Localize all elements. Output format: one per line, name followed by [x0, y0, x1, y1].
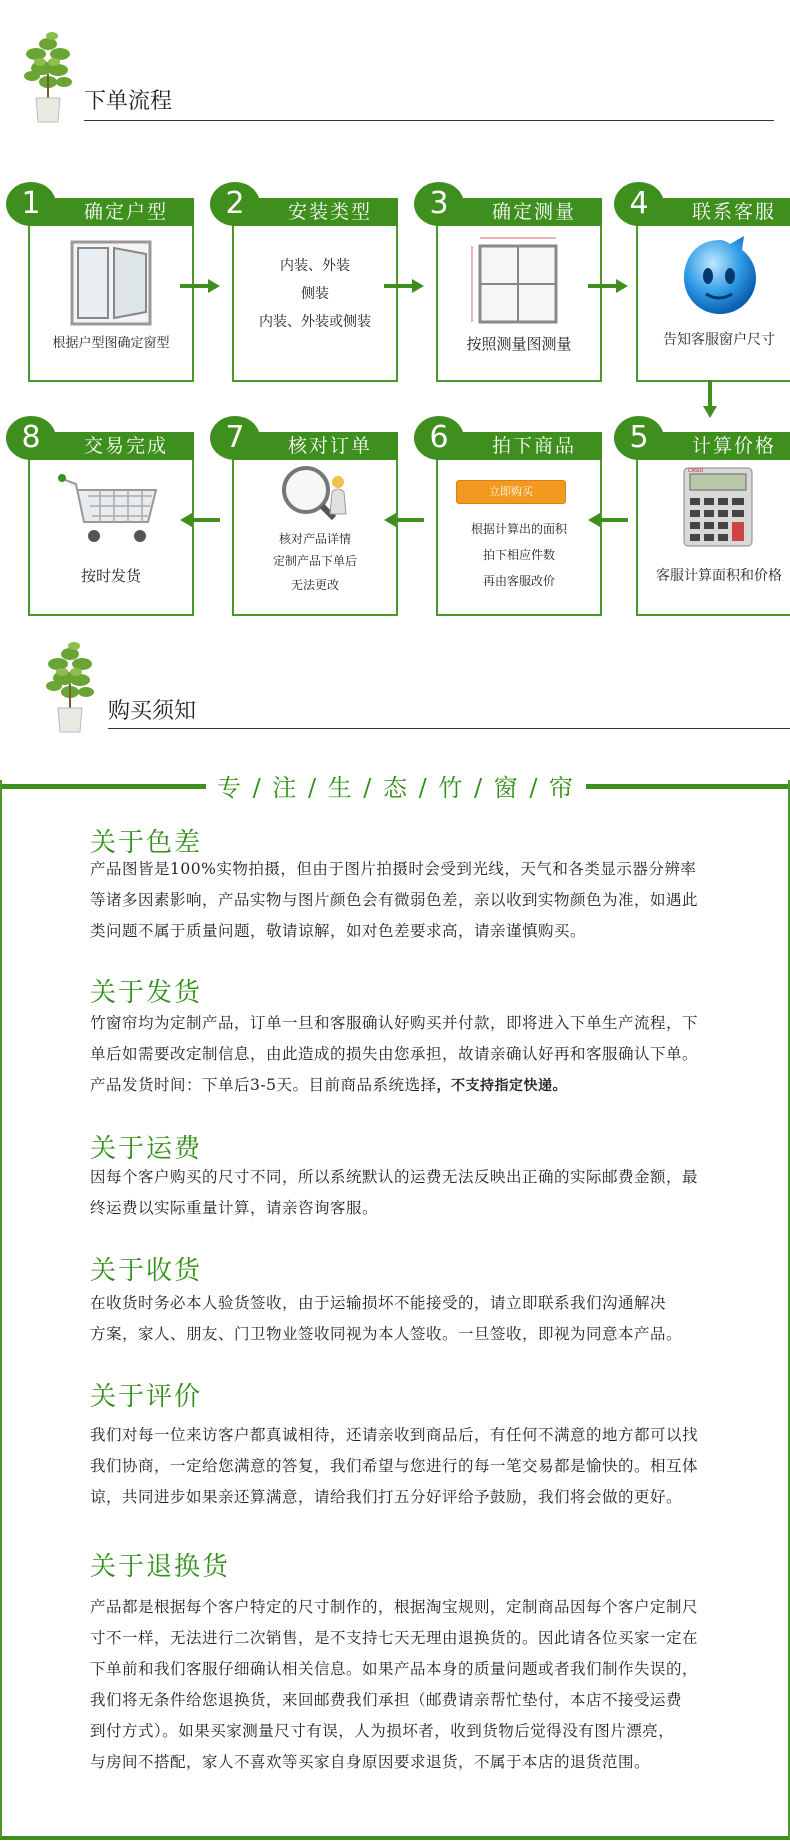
- buy-now-button[interactable]: 立即购买: [456, 480, 566, 504]
- step-caption-line: 定制产品下单后: [272, 554, 357, 568]
- step-caption: 客服计算面积和价格: [656, 568, 782, 584]
- note-body: 产品都是根据每个客户特定的尺寸制作的，根据淘宝规则，定制商品因每个客户定制尺 寸不一样，无法进行二次销售，是不支持七天无理由退换货的。因此请各位买家一定在 下单前和我们客服仔细确认相关信息。如果产品本身的质量问题或者我们制作失误的， 我们将无条件给您退换货，来回邮费我们承担（邮费请亲帮忙垫付，本店不接受运费 到付方式）。如果买家测量尺寸有误，人为损坏者，收到货物后觉得没有图片漂亮， 与房间不搭配，家人不喜欢等买家自身原因要求退货，不属于本店的退货范围。: [90, 1598, 699, 1771]
- step-2: [225, 186, 398, 382]
- step-caption-line: 根据计算出的面积: [470, 522, 567, 536]
- shopping-cart-icon: [56, 472, 166, 554]
- step-3: [429, 186, 602, 382]
- purchase-notice-title: 购买须知: [108, 699, 197, 724]
- note-heading: 关于发货: [90, 978, 203, 1008]
- section-divider: [108, 728, 790, 729]
- arrow-left-icon: [586, 512, 630, 528]
- note-body: 在收货时务必本人验货签收，由于运输损坏不能接受的，请立即联系我们沟通解决 方案，家人、朋友、门卫物业签收同视为本人签收。一旦签收，即视为同意本产品。: [90, 1294, 683, 1343]
- step-number: 4: [614, 182, 664, 226]
- note-body: 竹窗帘均为定制产品，订单一旦和客服确认好购买并付款，即将进入下单生产流程，下 单后如需要改定制信息，由此造成的损失由您承担，故请亲确认好再和客服确认下单。 产品发货时间：下单后3-5天。目前商品系统选择，不支持指定快递。: [90, 1014, 699, 1094]
- magnifier-icon: [274, 464, 358, 530]
- step-caption-line: 侧装: [301, 286, 329, 302]
- note-heading: 关于评价: [90, 1382, 203, 1412]
- step-caption: 按时发货: [80, 567, 141, 585]
- step-title: 确定测量: [492, 201, 577, 223]
- chat-bubble-icon: [678, 234, 762, 324]
- step-caption-line: 拍下相应件数: [482, 548, 555, 562]
- step-caption-line: 核对产品详情: [278, 532, 351, 546]
- step-caption: 根据户型图确定窗型: [52, 336, 170, 351]
- note-body: 我们对每一位来访客户都真诚相待，还请亲收到商品后，有任何不满意的地方都可以找 我们协商，一定给您满意的答复，我们希望与您进行的每一笔交易都是愉快的。相互体 谅，共同进步如果亲还算满意，请给我们打五分好评给予鼓励，我们将会做的更好。: [90, 1426, 699, 1506]
- step-8: [21, 420, 194, 616]
- order-flow-title: 下单流程: [84, 89, 173, 114]
- step-5: [629, 420, 790, 616]
- step-number: 6: [414, 416, 464, 460]
- step-caption-line: 内装、外装或侧装: [259, 314, 371, 330]
- step-number: 1: [6, 182, 56, 226]
- step-number: 8: [6, 416, 56, 460]
- step-7: [225, 420, 398, 616]
- note-heading: 关于色差: [90, 828, 203, 858]
- step-caption-line: 无法更改: [290, 578, 339, 592]
- step-6: [429, 420, 602, 616]
- arrow-left-icon: [382, 512, 426, 528]
- calculator-brand: CASIO: [688, 468, 704, 474]
- step-title: 联系客服: [692, 201, 777, 223]
- arrow-right-icon: [178, 278, 222, 294]
- step-caption-line: 内装、外装: [280, 258, 350, 274]
- step-title: 确定户型: [84, 201, 169, 223]
- step-number: 2: [210, 182, 260, 226]
- plant-decoration: [40, 634, 100, 734]
- step-4: [629, 186, 790, 382]
- step-caption-line: 再由客服改价: [482, 574, 555, 588]
- note-body: 产品图皆是100%实物拍摄，但由于图片拍摄时会受到光线，天气和各类显示器分辨率 等诸多因素影响，产品实物与图片颜色会有微弱色差，亲以收到实物颜色为准，如遇此 类问题不属于质量问题，敬请谅解，如对色差要求高，请亲谨慎购买。: [90, 860, 699, 940]
- step-caption: 告知客服窗户尺寸: [663, 332, 775, 348]
- arrow-down-icon: [702, 378, 718, 420]
- step-title: 安装类型: [288, 201, 373, 223]
- step-1: [21, 186, 194, 382]
- arrow-right-icon: [586, 278, 630, 294]
- step-title: 计算价格: [692, 435, 777, 457]
- step-title: 拍下商品: [492, 435, 577, 457]
- measurement-diagram-icon: [468, 234, 568, 332]
- step-number: 5: [614, 416, 664, 460]
- calculator-icon: [682, 466, 754, 552]
- window-frame-icon: [66, 238, 156, 332]
- step-caption: 按照测量图测量: [466, 335, 572, 353]
- note-heading: 关于收货: [90, 1256, 203, 1286]
- arrow-left-icon: [178, 512, 222, 528]
- banner-slogan: 专 / 注 / 生 / 态 / 竹 / 窗 / 帘: [216, 774, 576, 802]
- step-title: 交易完成: [84, 435, 169, 457]
- arrow-right-icon: [382, 278, 426, 294]
- note-body: 因每个客户购买的尺寸不同，所以系统默认的运费无法反映出正确的实际邮费金额，最 终运费以实际重量计算，请亲咨询客服。: [90, 1168, 699, 1217]
- step-number: 7: [210, 416, 260, 460]
- plant-decoration: [18, 24, 78, 124]
- note-heading: 关于退换货: [90, 1552, 231, 1582]
- section-divider: [84, 120, 774, 121]
- step-number: 3: [414, 182, 464, 226]
- note-heading: 关于运费: [90, 1134, 203, 1164]
- step-title: 核对订单: [288, 435, 373, 457]
